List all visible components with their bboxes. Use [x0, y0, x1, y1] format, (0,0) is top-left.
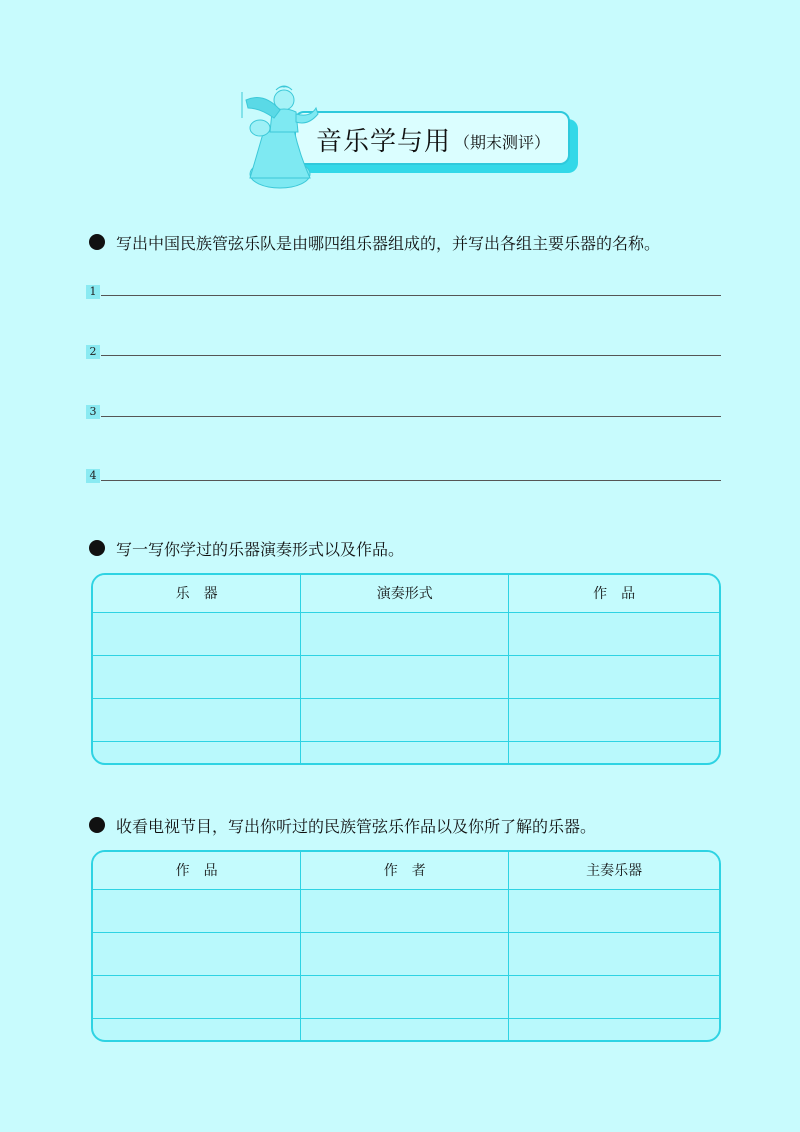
table-row	[93, 612, 719, 655]
header-cell-performance-form: 演奏形式	[301, 575, 509, 612]
table-cell[interactable]	[301, 975, 509, 1018]
table-row	[93, 932, 719, 975]
line-number-4: 4	[86, 469, 100, 483]
table-cell[interactable]	[509, 655, 719, 698]
page-title: 音乐学与用	[316, 127, 452, 157]
header-cell-work: 作 品	[509, 575, 719, 612]
header-cell-composer: 作 者	[301, 852, 509, 889]
table-cell[interactable]	[509, 612, 719, 655]
table-cell[interactable]	[301, 698, 509, 741]
table-cell[interactable]	[509, 932, 719, 975]
table-cell[interactable]	[93, 741, 301, 763]
table-cell[interactable]	[93, 655, 301, 698]
question-1-text: 写出中国民族管弦乐队是由哪四组乐器组成的，并写出各组主要乐器的名称。	[116, 234, 661, 253]
table-header-row	[93, 852, 719, 889]
page-subtitle: （期末测评）	[454, 133, 551, 152]
table-cell[interactable]	[509, 698, 719, 741]
work-composer-table	[91, 850, 721, 1042]
table-cell[interactable]	[509, 1018, 719, 1040]
table-row	[93, 741, 719, 763]
question-2-text: 写一写你学过的乐器演奏形式以及作品。	[116, 540, 405, 559]
table-cell[interactable]	[301, 655, 509, 698]
table-cell[interactable]	[93, 1018, 301, 1040]
table-header-row	[93, 575, 719, 612]
table-cell[interactable]	[301, 741, 509, 763]
table-cell[interactable]	[93, 975, 301, 1018]
table-cell[interactable]	[93, 698, 301, 741]
table-row	[93, 698, 719, 741]
table-cell[interactable]	[509, 975, 719, 1018]
bullet-dot-icon	[89, 817, 105, 833]
table-row	[93, 889, 719, 932]
table-row	[93, 975, 719, 1018]
table-row	[93, 1018, 719, 1040]
table-cell[interactable]	[509, 741, 719, 763]
answer-line-1[interactable]	[101, 295, 721, 296]
line-number-3: 3	[86, 405, 100, 419]
table-cell[interactable]	[93, 932, 301, 975]
dancer-with-fan-icon	[236, 78, 320, 190]
table-cell[interactable]	[93, 889, 301, 932]
table-cell[interactable]	[301, 889, 509, 932]
instrument-performance-table	[91, 573, 721, 765]
table-cell[interactable]	[301, 932, 509, 975]
header-cell-work: 作 品	[93, 852, 301, 889]
header-cell-instrument: 乐 器	[93, 575, 301, 612]
table-cell[interactable]	[93, 612, 301, 655]
table-cell[interactable]	[509, 889, 719, 932]
bullet-dot-icon	[89, 234, 105, 250]
answer-line-3[interactable]	[101, 416, 721, 417]
answer-line-4[interactable]	[101, 480, 721, 481]
bullet-dot-icon	[89, 540, 105, 556]
table-cell[interactable]	[301, 612, 509, 655]
table-cell[interactable]	[301, 1018, 509, 1040]
table-row	[93, 655, 719, 698]
line-number-1: 1	[86, 285, 100, 299]
answer-line-2[interactable]	[101, 355, 721, 356]
line-number-2: 2	[86, 345, 100, 359]
header-cell-main-instrument: 主奏乐器	[509, 852, 719, 889]
question-3-text: 收看电视节目，写出你听过的民族管弦乐作品以及你所了解的乐器。	[116, 817, 597, 836]
